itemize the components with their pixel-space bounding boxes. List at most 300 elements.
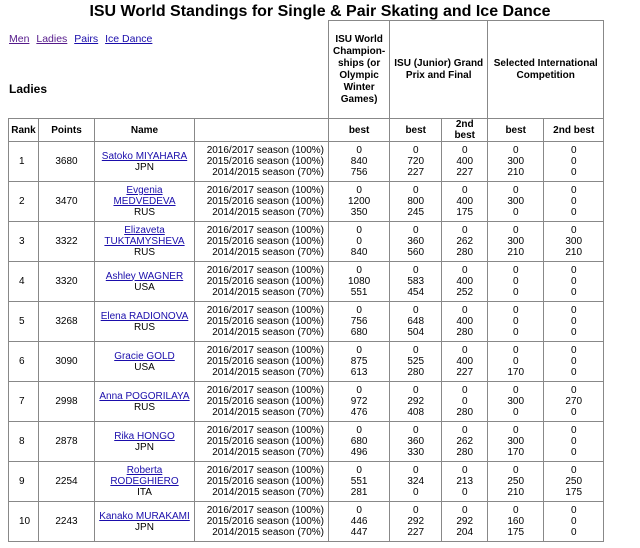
score-value: 0 xyxy=(512,265,519,276)
score-value: 0 xyxy=(356,185,362,196)
score-value: 262 xyxy=(456,236,474,247)
table-row xyxy=(9,502,604,542)
score-value: 0 xyxy=(512,425,519,436)
score-value: 300 xyxy=(507,156,525,167)
score-value: 175 xyxy=(565,487,583,498)
score-value: 0 xyxy=(570,287,577,298)
season-label: 2016/2017 season (100%) xyxy=(206,345,324,356)
header-grand-prix: ISU (Junior) Grand Prix and Final xyxy=(390,21,488,119)
score-cell-gp1 xyxy=(390,222,442,262)
table-row xyxy=(9,142,604,182)
points-cell: 2243 xyxy=(39,502,95,542)
score-value: 300 xyxy=(507,436,525,447)
score-value: 476 xyxy=(350,407,368,418)
score-value: 408 xyxy=(407,407,425,418)
score-value: 0 xyxy=(412,265,419,276)
score-cell-gp1 xyxy=(390,302,442,342)
skater-cell xyxy=(95,342,195,382)
nation-code: USA xyxy=(134,281,155,293)
rank-cell: 1 xyxy=(9,142,39,182)
score-cell-i2 xyxy=(544,342,604,382)
nation-code: ITA xyxy=(137,487,152,498)
score-value: 0 xyxy=(356,145,362,156)
score-value: 324 xyxy=(407,476,425,487)
score-cell-gp1 xyxy=(390,262,442,302)
score-cell-i2 xyxy=(544,262,604,302)
score-value: 0 xyxy=(512,327,519,338)
season-label: 2015/2016 season (100%) xyxy=(206,356,324,367)
score-value: 0 xyxy=(570,356,577,367)
table-row xyxy=(9,262,604,302)
score-value: 204 xyxy=(456,527,474,538)
rank-cell: 3 xyxy=(9,222,39,262)
score-cell-i1 xyxy=(488,142,544,182)
score-value: 210 xyxy=(507,487,525,498)
score-value: 400 xyxy=(456,316,474,327)
points-cell: 2878 xyxy=(39,422,95,462)
header-points: Points xyxy=(39,119,95,142)
seasons-cell xyxy=(195,142,329,182)
score-cell-i1 xyxy=(488,342,544,382)
score-value: 262 xyxy=(456,436,474,447)
score-cell-i1 xyxy=(488,462,544,502)
season-label: 2014/2015 season (70%) xyxy=(212,247,324,258)
score-value: 270 xyxy=(565,396,583,407)
season-label: 2015/2016 season (100%) xyxy=(206,196,324,207)
rank-cell: 5 xyxy=(9,302,39,342)
score-value: 0 xyxy=(512,225,519,236)
score-value: 0 xyxy=(570,316,577,327)
score-value: 0 xyxy=(570,465,577,476)
score-cell-gp2 xyxy=(442,222,488,262)
score-value: 446 xyxy=(350,516,368,527)
score-value: 0 xyxy=(570,207,577,218)
season-label: 2014/2015 season (70%) xyxy=(212,407,324,418)
score-value: 0 xyxy=(512,305,519,316)
score-cell-gp1 xyxy=(390,382,442,422)
nation-code: RUS xyxy=(133,321,156,333)
nation-code: JPN xyxy=(135,161,154,173)
table-row xyxy=(9,462,604,502)
score-value: 0 xyxy=(356,265,362,276)
score-value: 840 xyxy=(350,156,368,167)
score-value: 0 xyxy=(570,505,577,516)
score-value: 292 xyxy=(407,396,425,407)
score-value: 360 xyxy=(407,436,425,447)
score-value: 400 xyxy=(456,276,474,287)
score-value: 0 xyxy=(461,145,468,156)
score-value: 0 xyxy=(570,265,577,276)
skater-cell xyxy=(95,182,195,222)
score-value: 0 xyxy=(412,487,419,498)
score-value: 0 xyxy=(356,465,362,476)
score-cell-i2 xyxy=(544,382,604,422)
score-value: 0 xyxy=(512,385,519,396)
season-label: 2014/2015 season (70%) xyxy=(212,287,324,298)
score-value: 0 xyxy=(512,407,519,418)
score-cell-gp2 xyxy=(442,462,488,502)
score-value: 0 xyxy=(461,487,468,498)
skater-cell xyxy=(95,302,195,342)
nav-link-pairs[interactable]: Pairs xyxy=(74,33,99,45)
score-value: 504 xyxy=(407,327,425,338)
score-value: 0 xyxy=(570,516,577,527)
score-cell-i1 xyxy=(488,502,544,542)
season-label: 2015/2016 season (100%) xyxy=(206,516,324,527)
skater-cell xyxy=(95,142,195,182)
score-value: 972 xyxy=(350,396,368,407)
score-value: 583 xyxy=(407,276,425,287)
score-cell-i2 xyxy=(544,142,604,182)
score-cell-i2 xyxy=(544,462,604,502)
skater-name-link[interactable]: Roberta RODEGHIERO xyxy=(110,465,179,487)
nation-code: JPN xyxy=(135,441,154,453)
season-label: 2015/2016 season (100%) xyxy=(206,276,324,287)
season-label: 2014/2015 season (70%) xyxy=(212,527,324,538)
season-label: 2015/2016 season (100%) xyxy=(206,476,324,487)
header-gp-2nd-best: 2nd best xyxy=(442,119,488,142)
skater-name-link[interactable]: Satoko MIYAHARA xyxy=(101,150,188,162)
score-value: 0 xyxy=(461,225,468,236)
score-value: 1080 xyxy=(347,276,371,287)
score-cell-w xyxy=(329,502,390,542)
seasons-cell xyxy=(195,382,329,422)
score-value: 252 xyxy=(456,287,474,298)
score-value: 800 xyxy=(407,196,425,207)
score-value: 280 xyxy=(456,407,474,418)
score-value: 680 xyxy=(350,436,368,447)
season-label: 2014/2015 season (70%) xyxy=(212,167,324,178)
score-value: 447 xyxy=(350,527,368,538)
score-cell-gp1 xyxy=(390,142,442,182)
score-value: 300 xyxy=(507,196,525,207)
score-value: 0 xyxy=(412,465,419,476)
score-cell-i1 xyxy=(488,222,544,262)
score-value: 0 xyxy=(570,327,577,338)
score-value: 0 xyxy=(356,305,362,316)
score-cell-gp2 xyxy=(442,142,488,182)
points-cell: 3322 xyxy=(39,222,95,262)
skater-name-link[interactable]: Gracie GOLD xyxy=(114,350,175,362)
season-label: 2014/2015 season (70%) xyxy=(212,447,324,458)
rank-cell: 10 xyxy=(9,502,39,542)
table-row xyxy=(9,182,604,222)
score-value: 170 xyxy=(507,447,525,458)
skater-name-link[interactable]: Kanako MURAKAMI xyxy=(99,510,190,522)
seasons-cell xyxy=(195,342,329,382)
score-value: 400 xyxy=(456,156,474,167)
page-title: ISU World Standings for Single & Pair Skating and Ice Dance xyxy=(89,3,551,20)
score-cell-w xyxy=(329,342,390,382)
score-cell-gp2 xyxy=(442,382,488,422)
season-label: 2015/2016 season (100%) xyxy=(206,236,324,247)
score-cell-gp2 xyxy=(442,422,488,462)
score-cell-i2 xyxy=(544,422,604,462)
score-value: 0 xyxy=(570,196,577,207)
table-row xyxy=(9,222,604,262)
score-value: 0 xyxy=(570,167,577,178)
score-value: 720 xyxy=(407,156,425,167)
score-value: 250 xyxy=(507,476,525,487)
header-intl-2nd-best: 2nd best xyxy=(544,119,604,142)
score-value: 292 xyxy=(456,516,474,527)
rank-cell: 8 xyxy=(9,422,39,462)
score-value: 0 xyxy=(461,385,468,396)
score-cell-i1 xyxy=(488,182,544,222)
score-value: 0 xyxy=(356,505,362,516)
score-value: 160 xyxy=(507,516,525,527)
score-value: 756 xyxy=(350,167,368,178)
skater-cell xyxy=(95,382,195,422)
score-cell-i2 xyxy=(544,302,604,342)
season-label: 2015/2016 season (100%) xyxy=(206,156,324,167)
score-value: 0 xyxy=(512,465,519,476)
score-cell-i1 xyxy=(488,302,544,342)
seasons-cell xyxy=(195,302,329,342)
score-value: 0 xyxy=(570,345,577,356)
score-value: 210 xyxy=(565,247,583,258)
score-value: 0 xyxy=(412,185,419,196)
score-value: 227 xyxy=(456,367,474,378)
seasons-cell xyxy=(195,222,329,262)
season-label: 2016/2017 season (100%) xyxy=(206,145,324,156)
skater-cell xyxy=(95,262,195,302)
score-value: 0 xyxy=(570,156,577,167)
score-value: 840 xyxy=(350,247,368,258)
score-value: 213 xyxy=(456,476,474,487)
score-cell-gp2 xyxy=(442,342,488,382)
score-value: 0 xyxy=(512,145,519,156)
score-value: 300 xyxy=(507,236,525,247)
header-worlds: ISU World Champion-ships (or Olympic Winter Games) xyxy=(329,21,390,119)
score-cell-i1 xyxy=(488,262,544,302)
score-value: 0 xyxy=(356,225,362,236)
header-gp-best: best xyxy=(390,119,442,142)
score-value: 551 xyxy=(350,287,368,298)
skater-name-link[interactable]: Elena RADIONOVA xyxy=(100,310,189,322)
score-value: 0 xyxy=(570,527,577,538)
score-value: 0 xyxy=(461,465,468,476)
standings-table xyxy=(8,20,604,542)
rank-cell: 7 xyxy=(9,382,39,422)
score-cell-w xyxy=(329,382,390,422)
season-label: 2016/2017 season (100%) xyxy=(206,465,324,476)
score-value: 170 xyxy=(507,367,525,378)
score-cell-i2 xyxy=(544,222,604,262)
score-value: 875 xyxy=(350,356,368,367)
score-value: 175 xyxy=(507,527,525,538)
score-value: 227 xyxy=(456,167,474,178)
score-value: 0 xyxy=(512,345,519,356)
season-label: 2016/2017 season (100%) xyxy=(206,305,324,316)
score-value: 648 xyxy=(407,316,425,327)
nation-code: RUS xyxy=(133,247,156,258)
points-cell: 3320 xyxy=(39,262,95,302)
table-row xyxy=(9,302,604,342)
score-value: 280 xyxy=(456,327,474,338)
skater-name-link[interactable]: Rika HONGO xyxy=(114,430,175,442)
seasons-cell xyxy=(195,262,329,302)
nation-code: RUS xyxy=(133,207,156,218)
nav-link-men[interactable]: Men xyxy=(9,33,30,45)
score-value: 454 xyxy=(407,287,425,298)
header-rank: Rank xyxy=(9,119,39,142)
rank-cell: 6 xyxy=(9,342,39,382)
score-value: 0 xyxy=(570,436,577,447)
score-cell-w xyxy=(329,462,390,502)
skater-name-link[interactable]: Ashley WAGNER xyxy=(105,270,184,282)
score-value: 400 xyxy=(456,196,474,207)
score-value: 0 xyxy=(412,425,419,436)
score-value: 250 xyxy=(565,476,583,487)
score-value: 227 xyxy=(407,167,425,178)
season-label: 2016/2017 season (100%) xyxy=(206,265,324,276)
skater-name-link[interactable]: Anna POGORILAYA xyxy=(99,390,190,402)
season-label: 2014/2015 season (70%) xyxy=(212,327,324,338)
score-value: 0 xyxy=(356,425,362,436)
score-value: 0 xyxy=(412,345,419,356)
season-label: 2016/2017 season (100%) xyxy=(206,385,324,396)
score-value: 0 xyxy=(512,316,519,327)
score-cell-w xyxy=(329,142,390,182)
rank-cell: 4 xyxy=(9,262,39,302)
nav-link-ice-dance[interactable]: Ice Dance xyxy=(105,33,153,45)
seasons-cell xyxy=(195,422,329,462)
skater-name-link[interactable]: Evgenia MEDVEDEVA xyxy=(113,185,176,207)
skater-cell xyxy=(95,462,195,502)
score-value: 560 xyxy=(407,247,425,258)
score-value: 175 xyxy=(456,207,474,218)
score-value: 0 xyxy=(512,505,519,516)
points-cell: 3680 xyxy=(39,142,95,182)
score-value: 756 xyxy=(350,316,368,327)
score-value: 0 xyxy=(570,305,577,316)
score-value: 0 xyxy=(512,207,519,218)
score-cell-i2 xyxy=(544,502,604,542)
score-value: 0 xyxy=(356,385,362,396)
score-value: 0 xyxy=(570,185,577,196)
table-row xyxy=(9,342,604,382)
score-cell-gp1 xyxy=(390,462,442,502)
skater-cell xyxy=(95,502,195,542)
score-value: 0 xyxy=(356,236,362,247)
score-value: 292 xyxy=(407,516,425,527)
skater-name-link[interactable]: Elizaveta TUKTAMYSHEVA xyxy=(104,225,185,247)
score-cell-w xyxy=(329,422,390,462)
score-value: 0 xyxy=(461,185,468,196)
score-cell-gp2 xyxy=(442,502,488,542)
score-value: 0 xyxy=(570,385,577,396)
season-label: 2015/2016 season (100%) xyxy=(206,436,324,447)
score-cell-gp1 xyxy=(390,342,442,382)
score-cell-i2 xyxy=(544,182,604,222)
score-value: 300 xyxy=(565,236,583,247)
season-label: 2016/2017 season (100%) xyxy=(206,425,324,436)
points-cell: 2998 xyxy=(39,382,95,422)
nav-link-ladies[interactable]: Ladies xyxy=(36,33,68,45)
score-value: 0 xyxy=(570,367,577,378)
season-label: 2016/2017 season (100%) xyxy=(206,225,324,236)
score-value: 360 xyxy=(407,236,425,247)
skater-cell xyxy=(95,222,195,262)
score-value: 0 xyxy=(356,345,362,356)
skater-cell xyxy=(95,422,195,462)
rank-cell: 9 xyxy=(9,462,39,502)
score-value: 281 xyxy=(350,487,368,498)
score-value: 0 xyxy=(512,287,519,298)
score-value: 0 xyxy=(461,345,468,356)
score-cell-w xyxy=(329,222,390,262)
header-international: Selected International Competition xyxy=(488,21,604,119)
score-cell-w xyxy=(329,302,390,342)
score-value: 0 xyxy=(512,185,519,196)
score-value: 300 xyxy=(507,396,525,407)
score-value: 0 xyxy=(412,145,419,156)
score-value: 0 xyxy=(412,505,419,516)
season-label: 2016/2017 season (100%) xyxy=(206,185,324,196)
score-value: 280 xyxy=(407,367,425,378)
header-worlds-best: best xyxy=(329,119,390,142)
season-label: 2014/2015 season (70%) xyxy=(212,207,324,218)
points-cell: 2254 xyxy=(39,462,95,502)
score-value: 0 xyxy=(512,356,519,367)
score-value: 1200 xyxy=(347,196,371,207)
header-intl-best: best xyxy=(488,119,544,142)
score-value: 0 xyxy=(461,396,468,407)
score-value: 525 xyxy=(407,356,425,367)
score-value: 0 xyxy=(570,225,577,236)
points-cell: 3090 xyxy=(39,342,95,382)
score-value: 350 xyxy=(350,207,368,218)
score-value: 0 xyxy=(412,385,419,396)
score-value: 0 xyxy=(570,447,577,458)
season-label: 2016/2017 season (100%) xyxy=(206,505,324,516)
season-label: 2015/2016 season (100%) xyxy=(206,396,324,407)
score-cell-i1 xyxy=(488,382,544,422)
score-value: 330 xyxy=(407,447,425,458)
score-value: 280 xyxy=(456,247,474,258)
score-value: 280 xyxy=(456,447,474,458)
score-cell-gp1 xyxy=(390,182,442,222)
score-value: 0 xyxy=(570,425,577,436)
score-cell-gp2 xyxy=(442,262,488,302)
score-value: 0 xyxy=(412,225,419,236)
score-value: 0 xyxy=(461,265,468,276)
score-value: 0 xyxy=(461,305,468,316)
points-cell: 3268 xyxy=(39,302,95,342)
score-value: 210 xyxy=(507,247,525,258)
score-value: 496 xyxy=(350,447,368,458)
table-row xyxy=(9,382,604,422)
score-value: 0 xyxy=(570,276,577,287)
score-value: 245 xyxy=(407,207,425,218)
score-value: 551 xyxy=(350,476,368,487)
score-cell-i1 xyxy=(488,422,544,462)
score-value: 680 xyxy=(350,327,368,338)
points-cell: 3470 xyxy=(39,182,95,222)
rank-cell: 2 xyxy=(9,182,39,222)
score-value: 400 xyxy=(456,356,474,367)
score-cell-gp1 xyxy=(390,422,442,462)
table-row xyxy=(9,422,604,462)
seasons-cell xyxy=(195,462,329,502)
nation-code: USA xyxy=(134,361,155,373)
season-label: 2014/2015 season (70%) xyxy=(212,487,324,498)
score-value: 0 xyxy=(570,145,577,156)
score-cell-gp2 xyxy=(442,182,488,222)
score-value: 0 xyxy=(512,276,519,287)
score-cell-gp1 xyxy=(390,502,442,542)
